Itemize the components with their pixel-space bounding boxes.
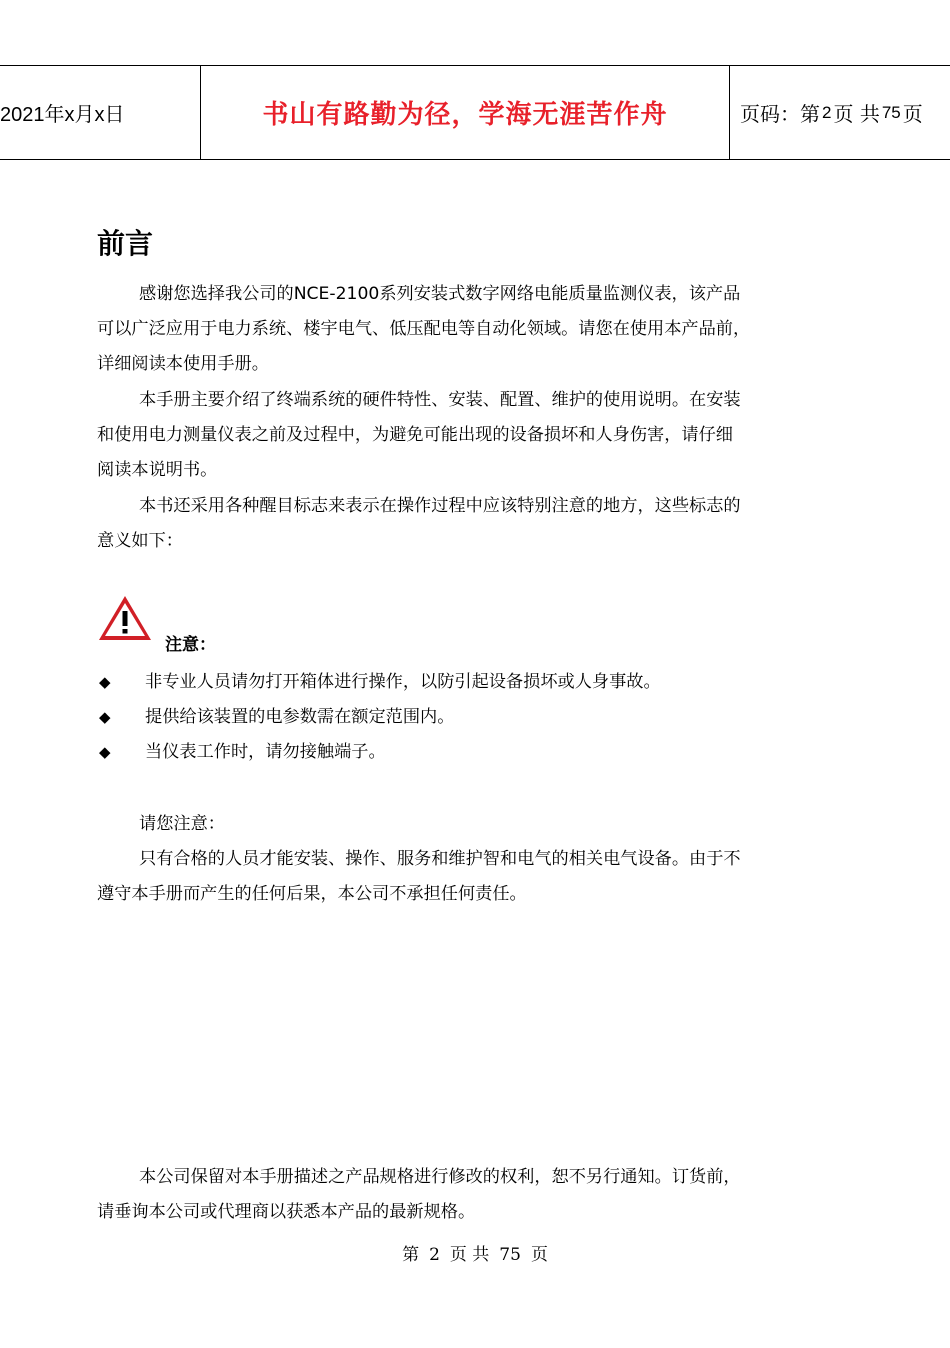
text-line: 可以广泛应用于电力系统、楼宇电气、低压配电等自动化领域。请您在使用本产品前， bbox=[97, 319, 751, 339]
text-line: 请垂询本公司或代理商以获悉本产品的最新规格。 bbox=[97, 1202, 476, 1222]
footer-total: 75 bbox=[499, 1245, 521, 1265]
diamond-bullet-icon: ◆ bbox=[99, 743, 111, 761]
intro-paragraph-1 bbox=[97, 277, 867, 382]
notice-item bbox=[99, 665, 661, 700]
header-page-label: 页码：第 bbox=[740, 102, 820, 126]
footer-prefix: 第 bbox=[402, 1245, 420, 1265]
text-line: 本书还采用各种醒目标志来表示在操作过程中应该特别注意的地方，这些标志的 bbox=[139, 496, 741, 516]
notice-item bbox=[99, 735, 386, 770]
attention-label: 请您注意： bbox=[139, 814, 225, 834]
text-line: 阅读本说明书。 bbox=[97, 460, 218, 480]
text-line: 本手册主要介绍了终端系统的硬件特性、安装、配置、维护的使用说明。在安装 bbox=[139, 390, 741, 410]
text-line: 和使用电力测量仪表之前及过程中，为避免可能出现的设备损坏和人身伤害，请仔细 bbox=[97, 425, 733, 445]
text-line: 遵守本手册而产生的任何后果，本公司不承担任何责任。 bbox=[97, 884, 527, 904]
footer-page: 2 bbox=[429, 1245, 440, 1265]
text-line: 详细阅读本使用手册。 bbox=[97, 354, 269, 374]
footer-mid: 页 共 bbox=[449, 1245, 490, 1265]
page-footer-number bbox=[0, 1240, 950, 1265]
text-line: 本公司保留对本手册描述之产品规格进行修改的权利，恕不另行通知。订货前， bbox=[139, 1167, 741, 1187]
text-line: 感谢您选择我公司的NCE-2100系列安装式数字网络电能质量监测仪表，该产品 bbox=[139, 284, 741, 304]
header-page-info bbox=[730, 66, 950, 159]
warning-triangle-icon bbox=[97, 594, 153, 642]
text-line: 只有合格的人员才能安装、操作、服务和维护智和电气的相关电气设备。由于不 bbox=[139, 849, 741, 869]
notice-item-text: 当仪表工作时，请勿接触端子。 bbox=[145, 742, 386, 762]
intro-paragraph-3 bbox=[97, 489, 867, 559]
notice-label: 注意： bbox=[165, 635, 216, 655]
intro-paragraph-2 bbox=[97, 383, 867, 488]
notice-item-text: 提供给该装置的电参数需在额定范围内。 bbox=[145, 707, 455, 727]
attention-section bbox=[97, 807, 867, 912]
notice-item-text: 非专业人员请勿打开箱体进行操作，以防引起设备损坏或人身事故。 bbox=[145, 672, 661, 692]
header-page-total: 75 bbox=[881, 102, 901, 122]
text-line: 意义如下： bbox=[97, 531, 183, 551]
header-page-end: 页 bbox=[902, 102, 923, 126]
diamond-bullet-icon: ◆ bbox=[99, 708, 111, 726]
disclaimer-paragraph bbox=[97, 1160, 867, 1230]
diamond-bullet-icon: ◆ bbox=[99, 673, 111, 691]
header-date: 2021年x月x日 bbox=[0, 104, 125, 126]
header-page-num: 2 bbox=[822, 102, 832, 122]
footer-suffix: 页 bbox=[530, 1245, 548, 1265]
page-title: 前言 bbox=[97, 227, 154, 260]
notice-item bbox=[99, 700, 454, 735]
page-header bbox=[0, 65, 950, 160]
header-page-mid: 页 共 bbox=[833, 102, 880, 126]
header-motto: 书山有路勤为径，学海无涯苦作舟 bbox=[200, 66, 730, 159]
